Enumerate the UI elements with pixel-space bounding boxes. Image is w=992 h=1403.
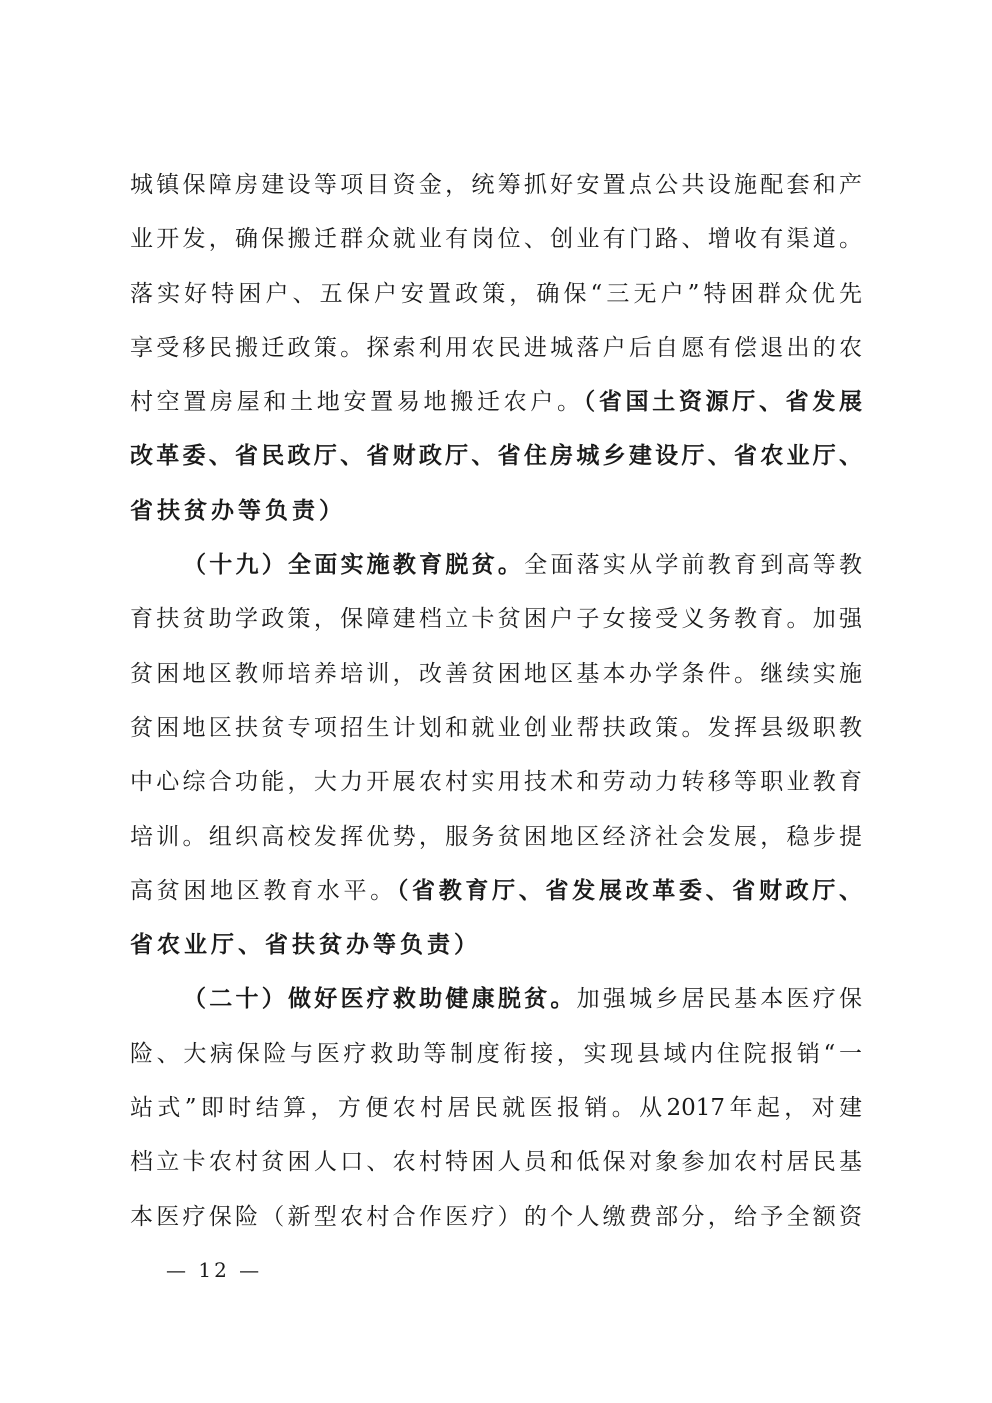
text-segment: 档立卡农村贫困人口、农村特困人员和低保对象参加农村居民基 xyxy=(130,1149,862,1176)
text-line xyxy=(130,592,862,646)
text-segment: 全面落实从学前教育到高等教 xyxy=(524,552,862,579)
text-line xyxy=(130,538,862,592)
section-heading: （二十）做好医疗救助健康脱贫。 xyxy=(183,985,577,1013)
text-line xyxy=(130,212,862,266)
text-line xyxy=(130,755,862,809)
text-segment: 育扶贫助学政策，保障建档立卡贫困户子女接受义务教育。加强 xyxy=(130,606,862,633)
responsible-departments: 省扶贫办等负责） xyxy=(130,496,346,524)
text-segment: 本医疗保险（新型农村合作医疗）的个人缴费部分，给予全额资 xyxy=(130,1203,862,1230)
text-line xyxy=(130,429,862,483)
body-text xyxy=(130,158,862,1244)
text-segment: 站式”即时结算，方便农村居民就医报销。从2017年起，对建 xyxy=(130,1095,862,1122)
text-line xyxy=(130,647,862,701)
text-line xyxy=(130,918,862,972)
text-line xyxy=(130,1081,862,1135)
text-line xyxy=(130,484,862,538)
text-line xyxy=(130,972,862,1026)
text-line xyxy=(130,701,862,755)
text-segment: 加强城乡居民基本医疗保 xyxy=(576,986,862,1013)
text-line xyxy=(130,1135,862,1189)
text-segment: 贫困地区教师培养培训，改善贫困地区基本办学条件。继续实施 xyxy=(130,660,862,687)
text-line xyxy=(130,864,862,918)
text-segment: 中心综合功能，大力开展农村实用技术和劳动力转移等职业教育 xyxy=(130,769,862,796)
text-line xyxy=(130,1190,862,1244)
text-segment: 村空置房屋和土地安置易地搬迁农户。 xyxy=(130,389,584,416)
text-segment: 高贫困地区教育水平。 xyxy=(130,877,397,904)
page-number: — 12 — xyxy=(166,1258,263,1282)
text-segment: 培训。组织高校发挥优势，服务贫困地区经济社会发展，稳步提 xyxy=(130,823,862,850)
text-line xyxy=(130,267,862,321)
text-line xyxy=(130,158,862,212)
text-segment: 享受移民搬迁政策。探索利用农民进城落户后自愿有偿退出的农 xyxy=(130,334,862,361)
responsible-departments: （省教育厅、省发展改革委、省财政厅、 xyxy=(396,876,862,904)
text-segment: 险、大病保险与医疗救助等制度衔接，实现县域内住院报销“一 xyxy=(130,1040,862,1067)
text-line xyxy=(130,321,862,375)
text-segment: 落实好特困户、五保户安置政策，确保“三无户”特困群众优先 xyxy=(130,280,862,307)
section-heading: （十九）全面实施教育脱贫。 xyxy=(183,551,525,579)
text-line xyxy=(130,1027,862,1081)
text-segment: 城镇保障房建设等项目资金，统筹抓好安置点公共设施配套和产 xyxy=(130,172,862,198)
responsible-departments: 省农业厅、省扶贫办等负责） xyxy=(130,931,481,959)
text-segment: 贫困地区扶贫专项招生计划和就业创业帮扶政策。发挥县级职教 xyxy=(130,714,862,741)
responsible-departments: 改革委、省民政厅、省财政厅、省住房城乡建设厅、省农业厅、 xyxy=(130,442,862,470)
text-line xyxy=(130,375,862,429)
text-segment: 业开发，确保搬迁群众就业有岗位、创业有门路、增收有渠道。 xyxy=(130,226,862,253)
text-line xyxy=(130,810,862,864)
responsible-departments: （省国土资源厅、省发展 xyxy=(583,388,862,416)
